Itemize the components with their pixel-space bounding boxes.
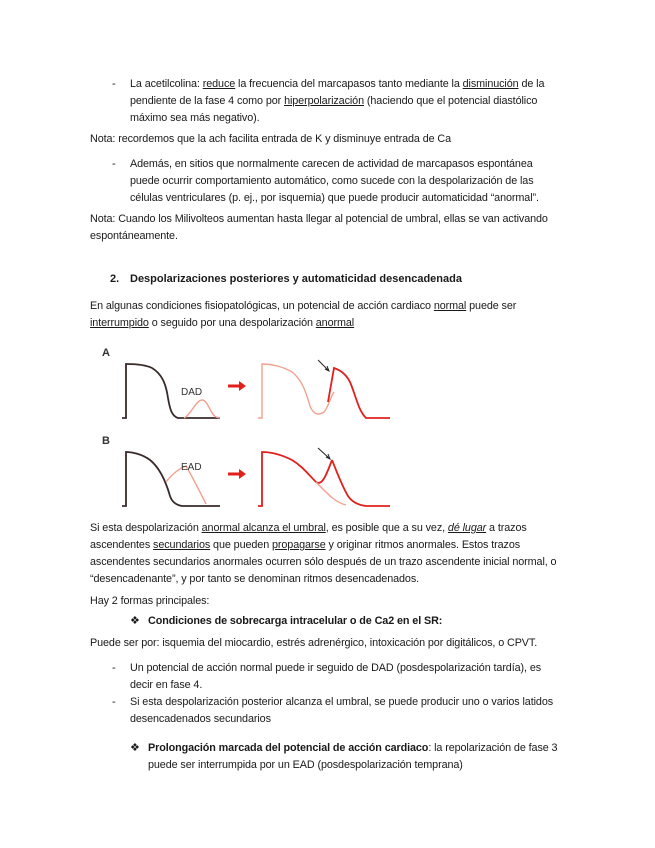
dad-label: DAD bbox=[181, 387, 203, 398]
arrow-a-head bbox=[239, 381, 246, 391]
umbral-bullet-line-2: desencadenados secundarios bbox=[130, 713, 271, 725]
trigger-para-line-4: “desencadenante”, y por tanto se denominan ritmos desencadenados. bbox=[90, 573, 420, 585]
section-heading: Despolarizaciones posteriores y automaticidad desencadenada bbox=[130, 273, 462, 285]
trigger-para-line-2: ascendentes secundarios que pueden propagarse y originar ritmos anormales. Estos trazos bbox=[90, 539, 521, 551]
underlined-reduce: reduce bbox=[202, 78, 236, 90]
arrow-b-head bbox=[239, 469, 246, 479]
trigger-para-line-3: ascendentes secundarios anormales ocurren sólo después de un trazo ascendente inicial normal, o bbox=[90, 556, 557, 568]
bullet-dash: - bbox=[112, 696, 116, 708]
acetilcolina-line-3: máximo sea más negativo). bbox=[130, 112, 260, 124]
hay-dos-formas: Hay 2 formas principales: bbox=[90, 595, 210, 607]
underlined-alcanza-umbral: anormal alcanza el umbral bbox=[201, 522, 326, 534]
trigger-para-line-1: Si esta despolarización anormal alcanza el umbral, es posible que a su vez, dé lugar a trazos bbox=[90, 522, 527, 534]
nota-milivolteos-line-1: Nota: Cuando los Milivolteos aumentan hasta llegar al potencial de umbral, ellas se van activando bbox=[90, 213, 548, 225]
automatico-line-1: Además, en sitios que normalmente carecen de actividad de marcapasos espontánea bbox=[130, 158, 533, 170]
pointer-arrow-a bbox=[318, 360, 328, 370]
acetilcolina-line-2: pendiente de la fase 4 como por hiperpolarización (haciendo que el potencial diastólico bbox=[130, 95, 538, 107]
figure-svg bbox=[96, 342, 396, 514]
triggered-beat-trace bbox=[258, 452, 332, 506]
condicion-sobrecarga: Condiciones de sobrecarga intracelular o de Ca2 en el SR: bbox=[148, 615, 443, 627]
umbral-bullet-line-1: Si esta despolarización posterior alcanza el umbral, se puede producir uno o varios latidos bbox=[130, 696, 554, 708]
intro-line-1: En algunas condiciones fisiopatológicas, un potencial de acción cardiaco normal puede ser bbox=[90, 300, 517, 312]
underlined-disminucion: disminución bbox=[462, 78, 519, 90]
automatico-line-3: células ventriculares (p. ej., por isquemia) que puede producir automaticidad “anormal”. bbox=[130, 192, 539, 204]
prolongacion-line-1: Prolongación marcada del potencial de acción cardiaco: la repolarización de fase 3 bbox=[148, 742, 558, 754]
underlined-propagarse: propagarse bbox=[272, 539, 326, 551]
dad-trace bbox=[184, 400, 220, 418]
underlined-anormal: anormal bbox=[315, 317, 355, 329]
nota-milivolteos-line-2: espontáneamente. bbox=[90, 230, 178, 242]
pointer-arrow-b bbox=[318, 448, 329, 458]
intro-line-2: interrumpido o seguido por una despolarización anormal bbox=[90, 317, 355, 329]
prolongacion-line-2: puede ser interrumpida por un EAD (posdespolarización temprana) bbox=[148, 759, 463, 771]
nota-ach: Nota: recordemos que la ach facilita entrada de K y disminuye entrada de Ca bbox=[90, 133, 452, 145]
triggered-beat-trace bbox=[328, 368, 390, 418]
italic-de-lugar: dé lugar bbox=[447, 522, 487, 534]
action-potential-trace bbox=[122, 452, 220, 506]
diamond-bullet-icon: ❖ bbox=[130, 742, 140, 754]
panel-b-label: B bbox=[102, 435, 110, 447]
action-potential-trace bbox=[122, 364, 220, 418]
underlined-secundarios: secundarios bbox=[153, 539, 211, 551]
puede-ser-por: Puede ser por: isquemia del miocardio, estrés adrenérgico, intoxicación por digitálicos, o CPVT. bbox=[90, 637, 538, 649]
automatico-line-2: puede ocurrir comportamiento automático, como sucede con la despolarización de las bbox=[130, 175, 534, 187]
dad-bullet-line-1: Un potencial de acción normal puede ir seguido de DAD (posdespolarización tardía), es bbox=[130, 662, 542, 674]
bullet-dash: - bbox=[112, 158, 116, 170]
ead-label: EAD bbox=[181, 462, 202, 473]
afterdepolarization-figure bbox=[96, 342, 396, 514]
bullet-dash: - bbox=[112, 78, 116, 90]
light-repolarization-trace bbox=[316, 482, 346, 505]
light-action-potential-trace bbox=[258, 364, 334, 418]
acetilcolina-line-1: La acetilcolina: reduce la frecuencia del marcapasos tanto mediante la disminución de la bbox=[130, 78, 545, 90]
underlined-interrumpido: interrumpido bbox=[90, 317, 149, 329]
panel-a-label: A bbox=[102, 347, 110, 359]
underlined-hiperpolarizacion: hiperpolarización bbox=[284, 95, 364, 107]
underlined-normal: normal bbox=[433, 300, 467, 312]
diamond-bullet-icon: ❖ bbox=[130, 615, 140, 627]
dad-bullet-line-2: decir en fase 4. bbox=[130, 679, 203, 691]
bullet-dash: - bbox=[112, 662, 116, 674]
section-number: 2. bbox=[110, 273, 120, 285]
